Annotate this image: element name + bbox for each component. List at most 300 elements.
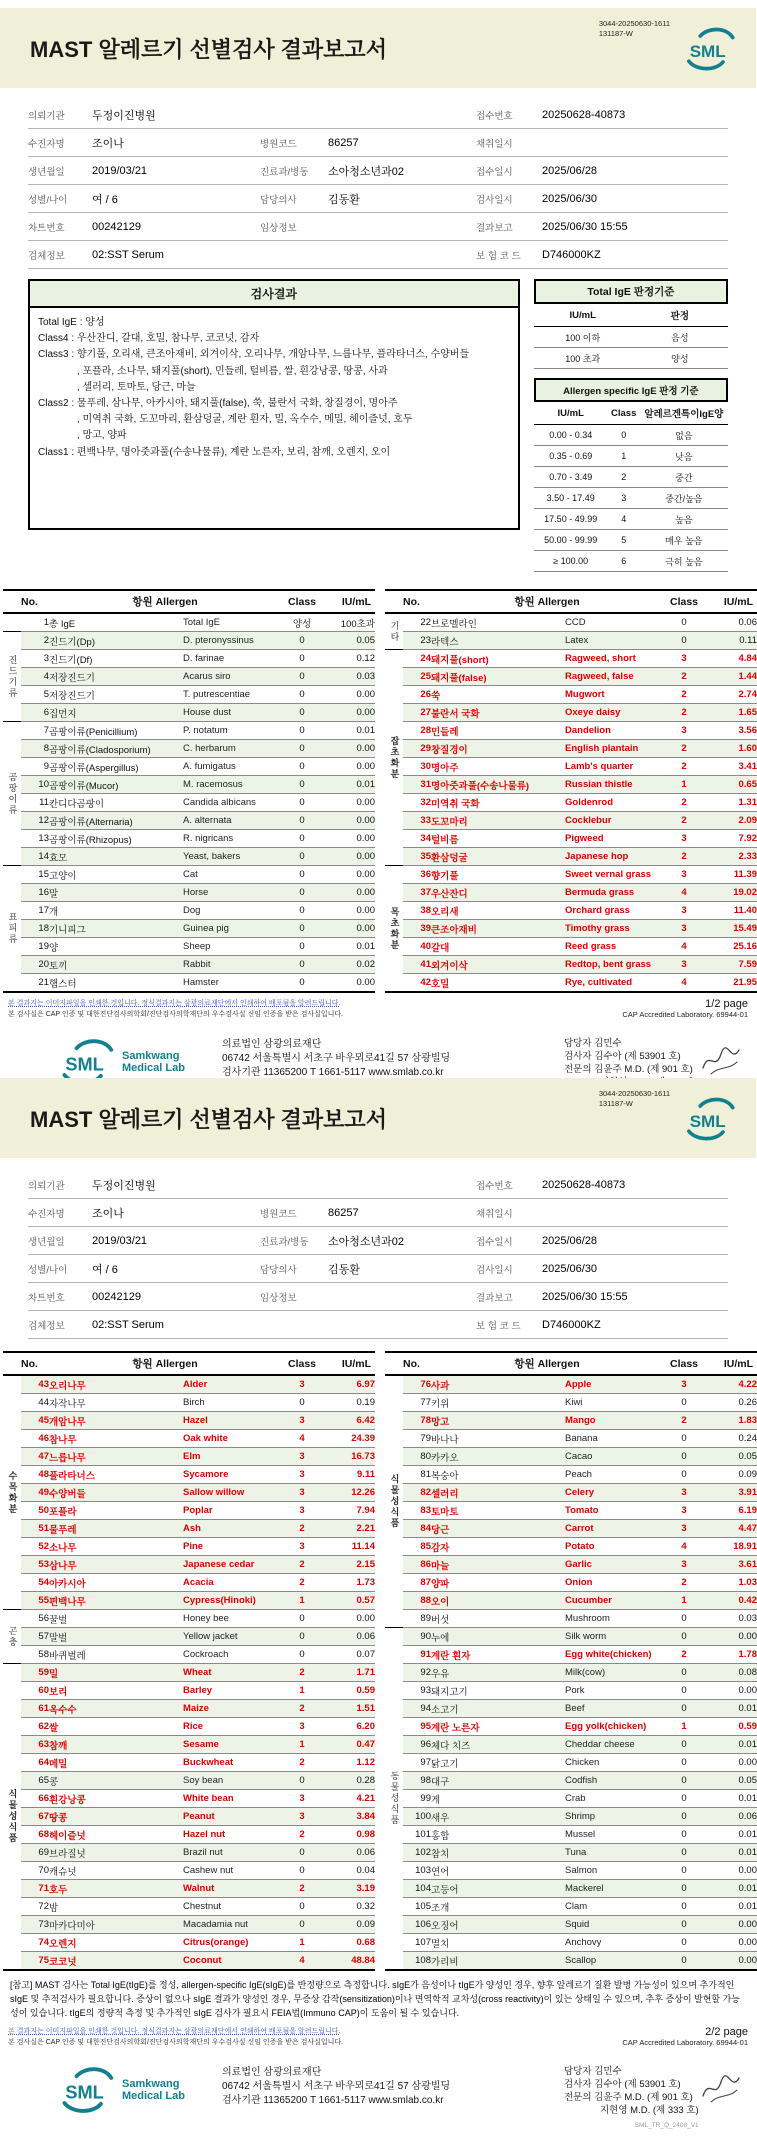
cell-iu: 0.00 bbox=[323, 920, 375, 938]
cell-iu: 0.04 bbox=[323, 1862, 375, 1880]
allergen-row bbox=[3, 1646, 375, 1664]
cell-kr: 키위 bbox=[431, 1394, 565, 1412]
cell-no: 71 bbox=[21, 1880, 49, 1898]
cell-cls: 0 bbox=[663, 1898, 705, 1916]
report-page-1 bbox=[0, 8, 756, 1077]
cell-en: Cockroach bbox=[183, 1646, 281, 1664]
cell-cls: 3 bbox=[663, 650, 705, 668]
cell-iu: 0.07 bbox=[323, 1646, 375, 1664]
cell-cls: 4 bbox=[663, 938, 705, 956]
cell-iu: 1.44 bbox=[705, 668, 757, 686]
cell-iu: 3.84 bbox=[323, 1808, 375, 1826]
cell-no: 101 bbox=[403, 1826, 431, 1844]
cell-kr: 가리비 bbox=[431, 1952, 565, 1971]
col-header-no: No. bbox=[21, 1352, 49, 1375]
cell-no: 82 bbox=[403, 1484, 431, 1502]
cell-cls: 0 bbox=[663, 1952, 705, 1971]
cell-cls: 2 bbox=[663, 686, 705, 704]
cell-no: 93 bbox=[403, 1682, 431, 1700]
cell-no: 28 bbox=[403, 722, 431, 740]
page-label: 1/2 page bbox=[705, 998, 748, 1010]
allergen-row bbox=[385, 1375, 757, 1394]
cell-en: House dust bbox=[183, 704, 281, 722]
cell-en: Sweet vernal grass bbox=[565, 866, 663, 884]
cell-cls: 0 bbox=[281, 704, 323, 722]
cell-cls: 2 bbox=[663, 1412, 705, 1430]
allergen-row bbox=[3, 884, 375, 902]
allergen-row bbox=[3, 1862, 375, 1880]
allergen-row bbox=[385, 668, 757, 686]
cell-iu: 0.26 bbox=[705, 1394, 757, 1412]
allergen-row bbox=[385, 794, 757, 812]
cell-kr: 버섯 bbox=[431, 1610, 565, 1628]
staff-block bbox=[564, 2066, 699, 2131]
info-label: 검사일시 bbox=[476, 1255, 542, 1283]
cell-no: 69 bbox=[21, 1844, 49, 1862]
allergen-row bbox=[3, 758, 375, 776]
cell-iu: 0.01 bbox=[705, 1844, 757, 1862]
info-value: 2025/06/28 bbox=[542, 1227, 728, 1255]
cell-iu: 6.97 bbox=[323, 1375, 375, 1394]
cell-kr: 계란 노른자 bbox=[431, 1718, 565, 1736]
allergen-row bbox=[3, 1502, 375, 1520]
cell-en: Chestnut bbox=[183, 1898, 281, 1916]
cell-kr: 진드기(Dp) bbox=[49, 632, 183, 650]
cell-kr: 향기풀 bbox=[431, 866, 565, 884]
info-value bbox=[328, 1283, 476, 1311]
cell-cls: 2 bbox=[281, 1556, 323, 1574]
svg-text:SML: SML bbox=[65, 1055, 104, 1076]
cell-cls: 2 bbox=[281, 1754, 323, 1772]
cell-no: 45 bbox=[21, 1412, 49, 1430]
cell-kr: 보리 bbox=[49, 1682, 183, 1700]
cell-en: Coconut bbox=[183, 1952, 281, 1971]
title-band bbox=[0, 1078, 756, 1158]
staff-manager: 담당자 김민수 bbox=[564, 1038, 622, 1050]
cell-iu: 1.73 bbox=[323, 1574, 375, 1592]
info-value: 소아청소년과02 bbox=[328, 1227, 476, 1255]
cell-kr: 개암나무 bbox=[49, 1412, 183, 1430]
cell-iu: 0.06 bbox=[705, 613, 757, 632]
allergen-row bbox=[3, 1375, 375, 1394]
cell-iu: 0.59 bbox=[705, 1718, 757, 1736]
group-label: 수목화분 bbox=[3, 1375, 21, 1610]
cell-en: CCD bbox=[565, 613, 663, 632]
patient-info-row bbox=[28, 1199, 728, 1227]
cell-kr: 창질경이 bbox=[431, 740, 565, 758]
cell-cls: 3 bbox=[281, 1484, 323, 1502]
cell-kr: 연어 bbox=[431, 1862, 565, 1880]
allergen-row bbox=[3, 1556, 375, 1574]
cell-en: Rye, cultivated bbox=[565, 974, 663, 993]
cell-en: Tomato bbox=[565, 1502, 663, 1520]
cell-en: Russian thistle bbox=[565, 776, 663, 794]
allergen-row bbox=[385, 1916, 757, 1934]
allergen-row bbox=[385, 1502, 757, 1520]
cell-kr: 민들레 bbox=[431, 722, 565, 740]
info-value: 2025/06/30 15:55 bbox=[542, 1283, 728, 1311]
cell-iu: 7.94 bbox=[323, 1502, 375, 1520]
cell-kr: 돼지풀(false) bbox=[431, 668, 565, 686]
cell-no: 83 bbox=[403, 1502, 431, 1520]
cell-no: 33 bbox=[403, 812, 431, 830]
info-value bbox=[328, 1171, 476, 1199]
cell-iu: 0.32 bbox=[323, 1898, 375, 1916]
cell-no: 34 bbox=[403, 830, 431, 848]
allergen-row bbox=[3, 1754, 375, 1772]
cell-en: Horse bbox=[183, 884, 281, 902]
staff-specialist1: 전문의 김윤주 M.D. (제 901 호) bbox=[564, 1064, 693, 1075]
col-header-allergen: 항원 Allergen bbox=[49, 1352, 281, 1375]
allergen-row bbox=[3, 1916, 375, 1934]
cell-cls: 0 bbox=[663, 1916, 705, 1934]
allergen-row bbox=[385, 1466, 757, 1484]
cell-cls: 3 bbox=[281, 1448, 323, 1466]
cell-en: Dog bbox=[183, 902, 281, 920]
cell-en: Chicken bbox=[565, 1754, 663, 1772]
cell-iu: 0.00 bbox=[323, 902, 375, 920]
cell-iu: 0.00 bbox=[705, 1862, 757, 1880]
patient-info-row bbox=[28, 1311, 728, 1339]
cell-cls: 2 bbox=[281, 1520, 323, 1538]
cell-no: 88 bbox=[403, 1592, 431, 1610]
info-value: 02:SST Serum bbox=[92, 241, 260, 269]
cell-en: Guinea pig bbox=[183, 920, 281, 938]
allergen-row bbox=[385, 974, 757, 993]
cell-cls: 0 bbox=[663, 1700, 705, 1718]
cell-en: Japanese hop bbox=[565, 848, 663, 866]
col-header-allergen: 항원 Allergen bbox=[49, 590, 281, 613]
info-value: 2025/06/28 bbox=[542, 157, 728, 185]
staff-examiner: 검사자 김수아 (제 53901 호) bbox=[564, 1051, 681, 1063]
form-code: SML_TR_Q_2408_V1 bbox=[634, 2122, 699, 2130]
cell-cls: 3 bbox=[663, 1502, 705, 1520]
patient-info-row bbox=[28, 241, 728, 269]
cell-en: Lamb's quarter bbox=[565, 758, 663, 776]
cell-kr: 홍합 bbox=[431, 1826, 565, 1844]
cell-cls: 0 bbox=[281, 650, 323, 668]
cell-iu: 0.00 bbox=[323, 884, 375, 902]
info-value: 20250628-40873 bbox=[542, 1171, 728, 1199]
cell-kr: 포플라 bbox=[49, 1502, 183, 1520]
cell-cls: 0 bbox=[663, 1790, 705, 1808]
cell-iu: 48.84 bbox=[323, 1952, 375, 1971]
info-label: 진료과/병동 bbox=[260, 157, 328, 185]
cell-en: D. farinae bbox=[183, 650, 281, 668]
result-summary-box bbox=[28, 279, 520, 530]
criteria-row: 3.50 - 17.49 3 중간/높음 bbox=[534, 488, 728, 509]
cell-cls: 2 bbox=[281, 1664, 323, 1682]
cell-cls: 0 bbox=[281, 1394, 323, 1412]
staff-specialist1: 전문의 김윤주 M.D. (제 901 호) bbox=[564, 2091, 693, 2103]
allergen-row bbox=[3, 1412, 375, 1430]
group-label: 식물성식품 bbox=[3, 1664, 21, 1971]
cell-cls: 2 bbox=[663, 1646, 705, 1664]
cell-kr: 개 bbox=[49, 902, 183, 920]
allergen-row bbox=[385, 740, 757, 758]
cell-kr: 마늘 bbox=[431, 1556, 565, 1574]
info-label: 차트번호 bbox=[28, 213, 92, 241]
cell-kr: 바나나 bbox=[431, 1430, 565, 1448]
cell-iu: 2.15 bbox=[323, 1556, 375, 1574]
cell-cls: 0 bbox=[663, 1754, 705, 1772]
cell-iu: 1.03 bbox=[705, 1574, 757, 1592]
cell-en: Goldenrod bbox=[565, 794, 663, 812]
signature bbox=[699, 1044, 743, 1078]
cell-no: 57 bbox=[21, 1628, 49, 1646]
group-label: 식물성식품 bbox=[385, 1375, 403, 1628]
cell-cls: 1 bbox=[663, 776, 705, 794]
cell-cls: 0 bbox=[663, 1862, 705, 1880]
allergen-row bbox=[385, 1682, 757, 1700]
col-header-class: Class bbox=[281, 1352, 323, 1375]
cell-kr: 소나무 bbox=[49, 1538, 183, 1556]
cell-iu: 11.14 bbox=[323, 1538, 375, 1556]
cell-no: 89 bbox=[403, 1610, 431, 1628]
info-value: 김동환 bbox=[328, 185, 476, 213]
cell-en: Walnut bbox=[183, 1880, 281, 1898]
cell-iu: 0.09 bbox=[705, 1466, 757, 1484]
cell-en: Tuna bbox=[565, 1844, 663, 1862]
cell-cls: 0 bbox=[663, 1610, 705, 1628]
info-label: 채취일시 bbox=[476, 1199, 542, 1227]
cell-cls: 0 bbox=[663, 1826, 705, 1844]
cell-iu: 0.03 bbox=[705, 1610, 757, 1628]
cell-kr: 집먼지 bbox=[49, 704, 183, 722]
cell-iu: 1.51 bbox=[323, 1700, 375, 1718]
cell-no: 43 bbox=[21, 1375, 49, 1394]
cell-kr: 말 bbox=[49, 884, 183, 902]
cell-cls: 3 bbox=[663, 1556, 705, 1574]
cell-cls: 0 bbox=[281, 938, 323, 956]
cell-en: Pigweed bbox=[565, 830, 663, 848]
allergen-row bbox=[385, 722, 757, 740]
cell-no: 54 bbox=[21, 1574, 49, 1592]
cell-no: 81 bbox=[403, 1466, 431, 1484]
info-value: 86257 bbox=[328, 129, 476, 157]
cell-cls: 0 bbox=[281, 686, 323, 704]
cell-en: Salmon bbox=[565, 1862, 663, 1880]
patient-info-row bbox=[28, 101, 728, 129]
cell-en: Barley bbox=[183, 1682, 281, 1700]
cell-iu: 1.71 bbox=[323, 1664, 375, 1682]
cell-en: Carrot bbox=[565, 1520, 663, 1538]
allergen-tables-page1 bbox=[3, 589, 757, 993]
cell-en: Onion bbox=[565, 1574, 663, 1592]
cell-kr: 복숭아 bbox=[431, 1466, 565, 1484]
cell-kr: 우산잔디 bbox=[431, 884, 565, 902]
allergen-row bbox=[3, 1466, 375, 1484]
cell-en: Buckwheat bbox=[183, 1754, 281, 1772]
cell-no: 76 bbox=[403, 1375, 431, 1394]
info-value: 2019/03/21 bbox=[92, 157, 260, 185]
info-label: 검체정보 bbox=[28, 1311, 92, 1339]
cell-iu: 0.01 bbox=[323, 938, 375, 956]
info-value: D746000KZ bbox=[542, 241, 728, 269]
cell-en: Ash bbox=[183, 1520, 281, 1538]
cell-cls: 2 bbox=[663, 740, 705, 758]
criteria-col-header: IU/mL bbox=[534, 402, 608, 425]
cell-no: 87 bbox=[403, 1574, 431, 1592]
cell-en: Latex bbox=[565, 632, 663, 650]
cell-no: 13 bbox=[21, 830, 49, 848]
group-label: 목초화분 bbox=[385, 866, 403, 993]
allergen-table-right bbox=[385, 589, 757, 993]
cell-en: Orchard grass bbox=[565, 902, 663, 920]
criteria-col-header: 알레르겐특이IgE양 bbox=[640, 402, 728, 425]
cell-en: Garlic bbox=[565, 1556, 663, 1574]
cell-no: 18 bbox=[21, 920, 49, 938]
cell-en: Anchovy bbox=[565, 1934, 663, 1952]
summary-line: Class1 : 편백나무, 명아줏과풀(수송나물류), 계란 노른자, 보리, 참깨, 오렌지, 오이 bbox=[38, 446, 391, 458]
col-header-iu: IU/mL bbox=[323, 590, 375, 613]
summary-line: , 셀러리, 토마토, 당근, 마늘 bbox=[38, 381, 196, 393]
cell-kr: 캐슈넛 bbox=[49, 1862, 183, 1880]
allergen-row bbox=[385, 848, 757, 866]
cell-iu: 7.92 bbox=[705, 830, 757, 848]
cell-no: 4 bbox=[21, 668, 49, 686]
cell-cls: 3 bbox=[281, 1538, 323, 1556]
info-value bbox=[328, 213, 476, 241]
cell-no: 84 bbox=[403, 1520, 431, 1538]
cell-no: 80 bbox=[403, 1448, 431, 1466]
cell-en: Kiwi bbox=[565, 1394, 663, 1412]
cell-iu: 0.01 bbox=[323, 722, 375, 740]
cell-cls: 3 bbox=[663, 956, 705, 974]
cell-kr: 감자 bbox=[431, 1538, 565, 1556]
cell-cls: 1 bbox=[281, 1592, 323, 1610]
cell-en: Egg yolk(chicken) bbox=[565, 1718, 663, 1736]
info-label: 수진자명 bbox=[28, 1199, 92, 1227]
info-label: 담당의사 bbox=[260, 1255, 328, 1283]
page-label: 2/2 page bbox=[705, 2025, 748, 2038]
cell-en: Macadamia nut bbox=[183, 1916, 281, 1934]
cell-en: Candida albicans bbox=[183, 794, 281, 812]
cell-en: Sycamore bbox=[183, 1466, 281, 1484]
cell-iu: 3.41 bbox=[705, 758, 757, 776]
cell-cls: 3 bbox=[281, 1790, 323, 1808]
staff-specialist2: 지현영 M.D. (제 333 호) bbox=[600, 2104, 699, 2116]
cell-en: Mango bbox=[565, 1412, 663, 1430]
cell-kr: 흰강낭콩 bbox=[49, 1790, 183, 1808]
cell-kr: 양파 bbox=[431, 1574, 565, 1592]
cell-iu: 16.73 bbox=[323, 1448, 375, 1466]
cell-en: Mugwort bbox=[565, 686, 663, 704]
criteria-row: 100 초과 양성 bbox=[534, 348, 728, 369]
cell-iu: 19.02 bbox=[705, 884, 757, 902]
cell-cls: 0 bbox=[281, 1646, 323, 1664]
cell-iu: 0.00 bbox=[705, 1934, 757, 1952]
cell-en: Oak white bbox=[183, 1430, 281, 1448]
result-summary-title: 검사결과 bbox=[30, 281, 518, 308]
cell-no: 20 bbox=[21, 956, 49, 974]
cell-en: Oxeye daisy bbox=[565, 704, 663, 722]
cell-en: Redtop, bent grass bbox=[565, 956, 663, 974]
cell-no: 56 bbox=[21, 1610, 49, 1628]
cell-en: Hazel nut bbox=[183, 1826, 281, 1844]
cell-kr: 고등어 bbox=[431, 1880, 565, 1898]
cell-kr: 닭고기 bbox=[431, 1754, 565, 1772]
cell-kr: 명아줏과풀(수송나물류) bbox=[431, 776, 565, 794]
cell-iu: 2.09 bbox=[705, 812, 757, 830]
allergen-table-left bbox=[3, 589, 375, 993]
cell-no: 70 bbox=[21, 1862, 49, 1880]
cell-iu: 1.31 bbox=[705, 794, 757, 812]
allergen-row bbox=[3, 1574, 375, 1592]
cell-kr: 셀러리 bbox=[431, 1484, 565, 1502]
cell-en: A. fumigatus bbox=[183, 758, 281, 776]
cell-cls: 0 bbox=[281, 740, 323, 758]
cell-no: 50 bbox=[21, 1502, 49, 1520]
cell-en: Dandelion bbox=[565, 722, 663, 740]
cell-iu: 3.56 bbox=[705, 722, 757, 740]
cell-iu: 0.00 bbox=[323, 812, 375, 830]
cell-no: 32 bbox=[403, 794, 431, 812]
cell-cls: 0 bbox=[663, 1682, 705, 1700]
info-label bbox=[260, 1171, 328, 1199]
specific-ige-criteria-title: Allergen specific IgE 판정 기준 bbox=[534, 378, 728, 402]
cell-iu: 0.08 bbox=[705, 1664, 757, 1682]
lab-address: 의료법인 삼광의료재단 06742 서울특별시 서초구 바우뫼로41길 57 삼광빌딩 검사기관 11365200 T 1661-5117 www.smlab.co.kr bbox=[222, 2067, 451, 2107]
cell-kr: 브로멜라인 bbox=[431, 613, 565, 632]
cell-cls: 4 bbox=[281, 1952, 323, 1971]
cell-iu: 6.42 bbox=[323, 1412, 375, 1430]
cell-en: T. putrescentiae bbox=[183, 686, 281, 704]
cell-iu: 0.00 bbox=[323, 686, 375, 704]
cell-no: 67 bbox=[21, 1808, 49, 1826]
allergen-row bbox=[3, 650, 375, 668]
allergen-row bbox=[3, 1808, 375, 1826]
cell-en: Apple bbox=[565, 1375, 663, 1394]
allergen-row bbox=[3, 740, 375, 758]
col-header-no: No. bbox=[21, 590, 49, 613]
cell-en: White bean bbox=[183, 1790, 281, 1808]
cell-en: Cacao bbox=[565, 1448, 663, 1466]
cell-en: Egg white(chicken) bbox=[565, 1646, 663, 1664]
patient-info-row bbox=[28, 1255, 728, 1283]
cell-cls: 2 bbox=[281, 1574, 323, 1592]
allergen-row bbox=[385, 1664, 757, 1682]
cell-en: Silk worm bbox=[565, 1628, 663, 1646]
allergen-row bbox=[3, 1826, 375, 1844]
cell-no: 27 bbox=[403, 704, 431, 722]
lab-name: Samkwang Medical Lab bbox=[122, 2077, 185, 2103]
info-label: 병원코드 bbox=[260, 1199, 328, 1227]
cell-en: Potato bbox=[565, 1538, 663, 1556]
info-value: 02:SST Serum bbox=[92, 1311, 260, 1339]
cell-no: 91 bbox=[403, 1646, 431, 1664]
cell-en: Scallop bbox=[565, 1952, 663, 1971]
allergen-table-right bbox=[385, 1351, 757, 1971]
cell-iu: 24.39 bbox=[323, 1430, 375, 1448]
allergen-row bbox=[3, 1610, 375, 1628]
cell-no: 23 bbox=[403, 632, 431, 650]
cell-kr: 땅콩 bbox=[49, 1808, 183, 1826]
cell-en: Ragweed, short bbox=[565, 650, 663, 668]
cell-iu: 100초과 bbox=[323, 613, 375, 632]
allergen-row bbox=[3, 1718, 375, 1736]
cell-iu: 0.01 bbox=[323, 776, 375, 794]
cell-iu: 0.00 bbox=[323, 848, 375, 866]
cell-no: 85 bbox=[403, 1538, 431, 1556]
lab-address: 의료법인 삼광의료재단 06742 서울특별시 서초구 바우뫼로41길 57 삼광빌딩 검사기관 11365200 T 1661-5117 www.smlab.co.kr bbox=[222, 1039, 451, 1079]
cell-iu: 0.24 bbox=[705, 1430, 757, 1448]
allergen-row bbox=[385, 1898, 757, 1916]
cell-en: D. pteronyssinus bbox=[183, 632, 281, 650]
cell-en: Banana bbox=[565, 1430, 663, 1448]
cell-no: 100 bbox=[403, 1808, 431, 1826]
allergen-row bbox=[3, 1538, 375, 1556]
